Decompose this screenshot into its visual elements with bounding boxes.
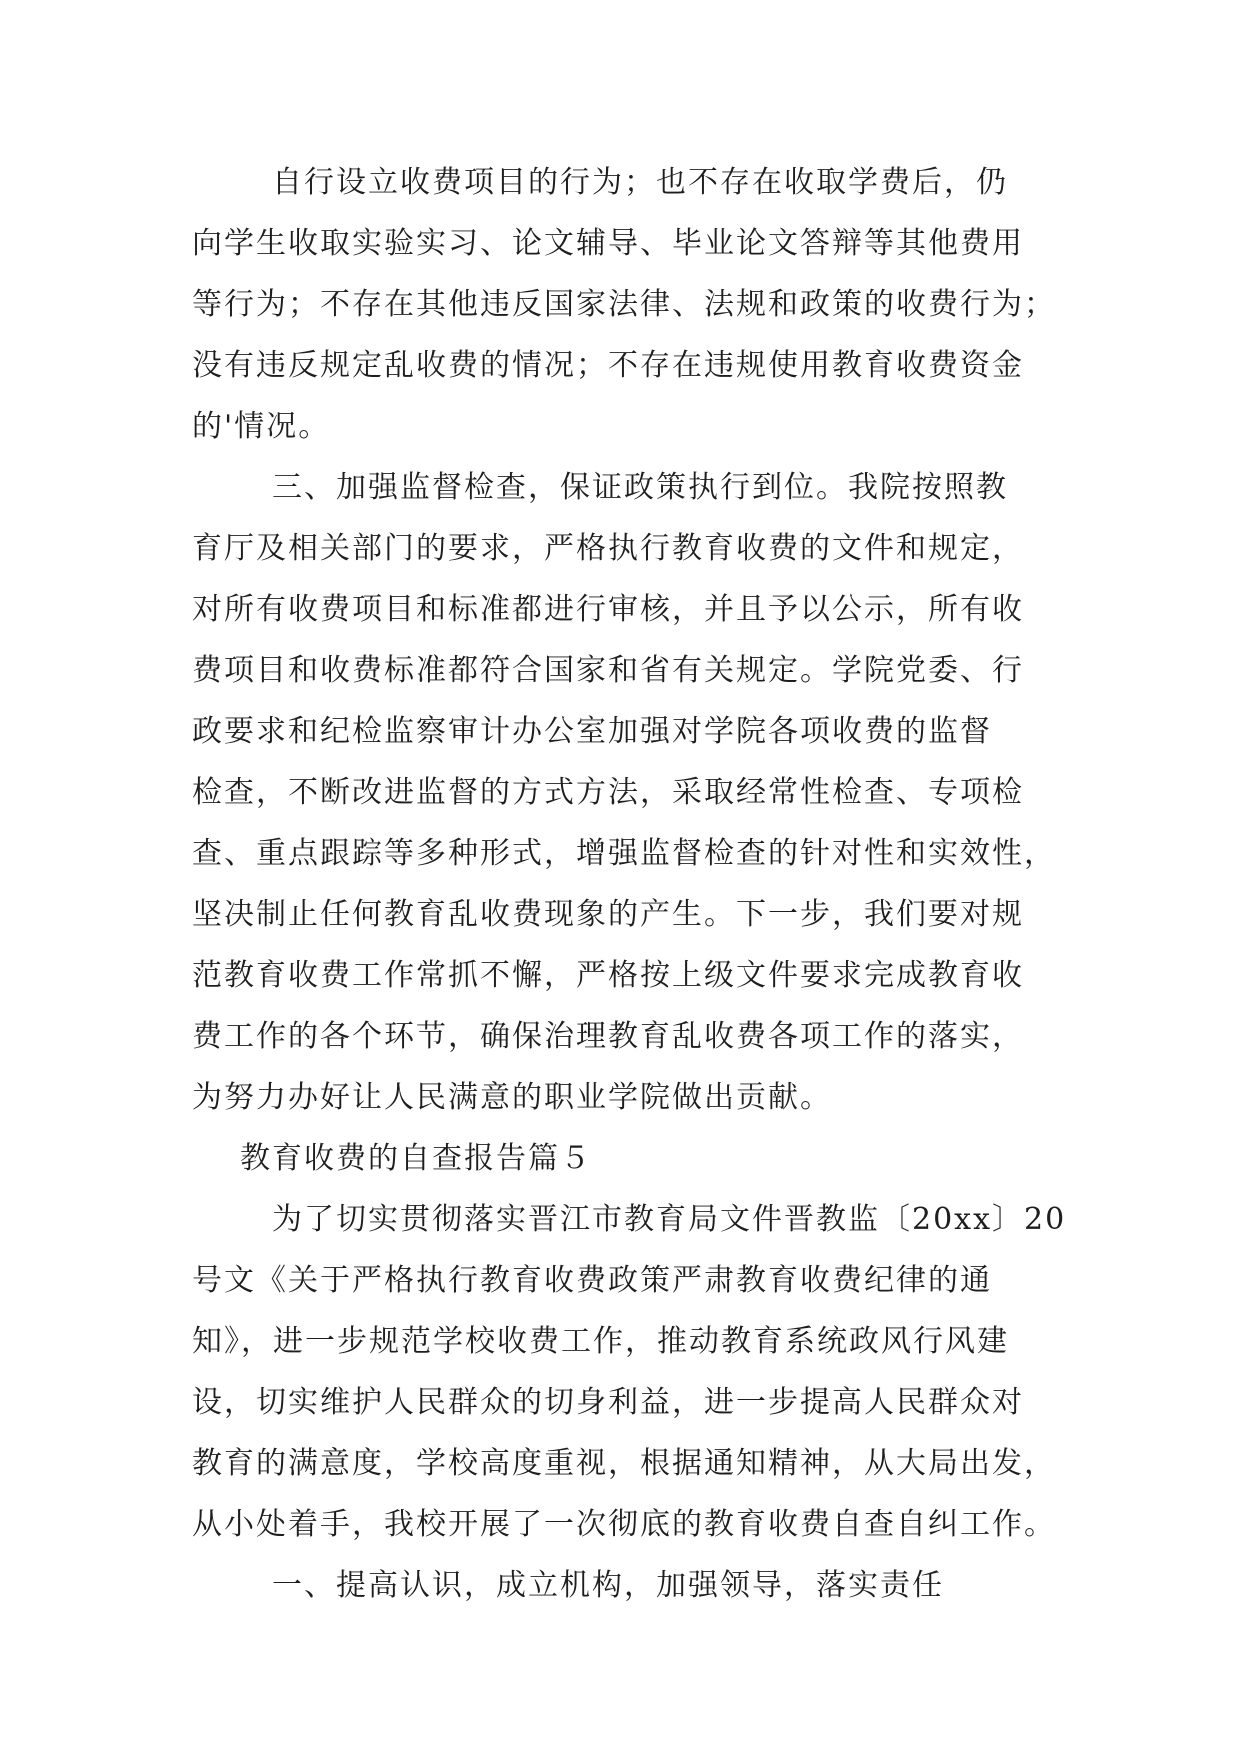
- text-line: 教育的满意度，学校高度重视，根据通知精神，从大局出发，: [192, 1446, 1056, 1481]
- text-line: 自行设立收费项目的行为；也不存在收取学费后，仍: [272, 165, 1008, 200]
- text-line: 一、提高认识，成立机构，加强领导，落实责任: [272, 1568, 944, 1603]
- text-line: 查、重点跟踪等多种形式，增强监督检查的针对性和实效性，: [192, 836, 1056, 871]
- text-line: 坚决制止任何教育乱收费现象的产生。下一步，我们要对规: [192, 897, 1024, 932]
- text-line: 检查，不断改进监督的方式方法，采取经常性检查、专项检: [192, 775, 1024, 810]
- text-line: 号文《关于严格执行教育收费政策严肃教育收费纪律的通: [192, 1263, 992, 1298]
- text-line: 范教育收费工作常抓不懈，严格按上级文件要求完成教育收: [192, 958, 1024, 993]
- paragraph: [192, 152, 1064, 457]
- text-line: 向学生收取实验实习、论文辅导、毕业论文答辩等其他费用: [192, 226, 1024, 261]
- text-line: 三、加强监督检查，保证政策执行到位。我院按照教: [272, 470, 1008, 505]
- text-line: 育厅及相关部门的要求，严格执行教育收费的文件和规定，: [192, 531, 1024, 566]
- text-line: 为了切实贯彻落实晋江市教育局文件晋教监〔20xx〕20: [272, 1202, 1067, 1237]
- text-line: 政要求和纪检监察审计办公室加强对学院各项收费的监督: [192, 714, 992, 749]
- text-line: 知》，进一步规范学校收费工作，推动教育系统政风行风建: [192, 1324, 1009, 1359]
- text-line: 从小处着手，我校开展了一次彻底的教育收费自查自纠工作。: [192, 1507, 1056, 1542]
- section-heading: [192, 1128, 1064, 1189]
- text-line: 费项目和收费标准都符合国家和省有关规定。学院党委、行: [192, 653, 1024, 688]
- text-line: 的'情况。: [192, 409, 331, 444]
- document-body: [192, 152, 1067, 1616]
- text-line: 费工作的各个环节，确保治理教育乱收费各项工作的落实，: [192, 1019, 1024, 1054]
- paragraph: [192, 1555, 1064, 1616]
- text-line: 对所有收费项目和标准都进行审核，并且予以公示，所有收: [192, 592, 1024, 627]
- paragraph: [192, 457, 1064, 1128]
- paragraph: [192, 1189, 1067, 1555]
- text-line: 等行为；不存在其他违反国家法律、法规和政策的收费行为；: [192, 287, 1056, 322]
- text-line: 没有违反规定乱收费的情况；不存在违规使用教育收费资金: [192, 348, 1024, 383]
- text-line: 设，切实维护人民群众的切身利益，进一步提高人民群众对: [192, 1385, 1024, 1420]
- text-line: 为努力办好让人民满意的职业学院做出贡献。: [192, 1080, 832, 1115]
- section-heading-text: 教育收费的自查报告篇５: [240, 1141, 592, 1176]
